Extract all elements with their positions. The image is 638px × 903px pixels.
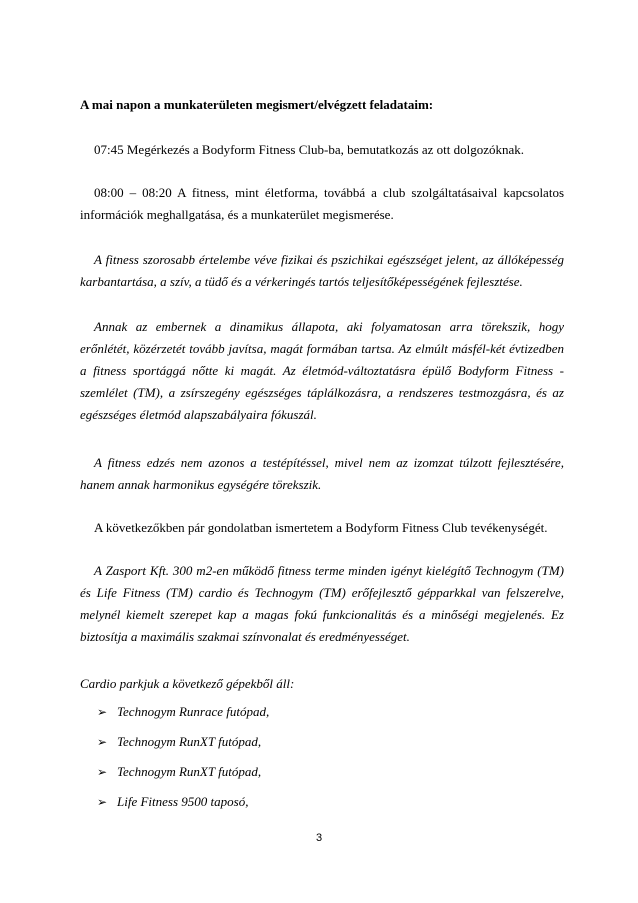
- list-item-text: Technogym Runrace futópad,: [117, 704, 270, 719]
- list-item: [97, 793, 248, 811]
- paragraph-zasport: A Zasport Kft. 300 m2-en működő fitness terme minden igényt kielégítő Technogym (TM) és Life Fitness (TM) cardio és Technogym (TM) erőfejlesztő gépparkkal van felszerelve, melynél kiemelt szerepet kap a magas fokú funkcionalitás és a minőségi megjelenés. Ez biztosítja a maximális szakmai színvonalat és eredményességet.: [80, 563, 564, 644]
- paragraph-fitness-lifestyle: 08:00 – 08:20 A fitness, mint életforma, továbbá a club szolgáltatásaival kapcsolatos információk meghallgatása, és a munkaterület megismerése.: [80, 185, 564, 222]
- list-item-text: Technogym RunXT futópad,: [117, 764, 262, 779]
- paragraph-cardio-park: Cardio parkjuk a következő gépekből áll:: [80, 676, 295, 691]
- list-item: [97, 733, 261, 751]
- list-item-text: Life Fitness 9500 taposó,: [117, 794, 249, 809]
- section-heading: A mai napon a munkaterületen megismert/elvégzett feladataim:: [80, 97, 434, 112]
- paragraph-arrival: 07:45 Megérkezés a Bodyform Fitness Club-ba, bemutatkozás az ott dolgozóknak.: [94, 142, 524, 157]
- list-item-text: Technogym RunXT futópad,: [117, 734, 262, 749]
- arrow-bullet-icon: ➢: [97, 735, 108, 749]
- arrow-bullet-icon: ➢: [97, 795, 108, 809]
- paragraph-fitness-definition: A fitness szorosabb értelembe véve fizikai és pszichikai egészséget jelent, az állóképesség karbantartása, a szív, a tüdő és a vérkeringés tartós teljesítőképességének fejlesztése.: [80, 252, 564, 289]
- arrow-bullet-icon: ➢: [97, 705, 108, 719]
- list-item: [97, 763, 261, 781]
- paragraph-dynamic-state: Annak az embernek a dinamikus állapota, aki folyamatosan arra törekszik, hogy erőnlétét, közérzetét tovább javítsa, magát formában tartsa. Az elmúlt másfél-két évtizedben a fitness sportággá nőtte ki magát. Az életmód-változtatásra épülő Bodyform Fitness - szemlélet (TM), a zsírszegény egészséges táplálkozásra, a rendszeres testmozgásra, és az egészséges életmód alapszabályaira fókuszál.: [80, 319, 564, 422]
- list-item: [97, 703, 269, 721]
- paragraph-club-intro: A következőkben pár gondolatban ismertetem a Bodyform Fitness Club tevékenységét.: [94, 520, 548, 535]
- paragraph-bodybuilding: A fitness edzés nem azonos a testépítéssel, mivel nem az izomzat túlzott fejlesztésére, hanem annak harmonikus egységére törekszik.: [80, 455, 564, 492]
- arrow-bullet-icon: ➢: [97, 765, 108, 779]
- page-number: 3: [315, 832, 323, 844]
